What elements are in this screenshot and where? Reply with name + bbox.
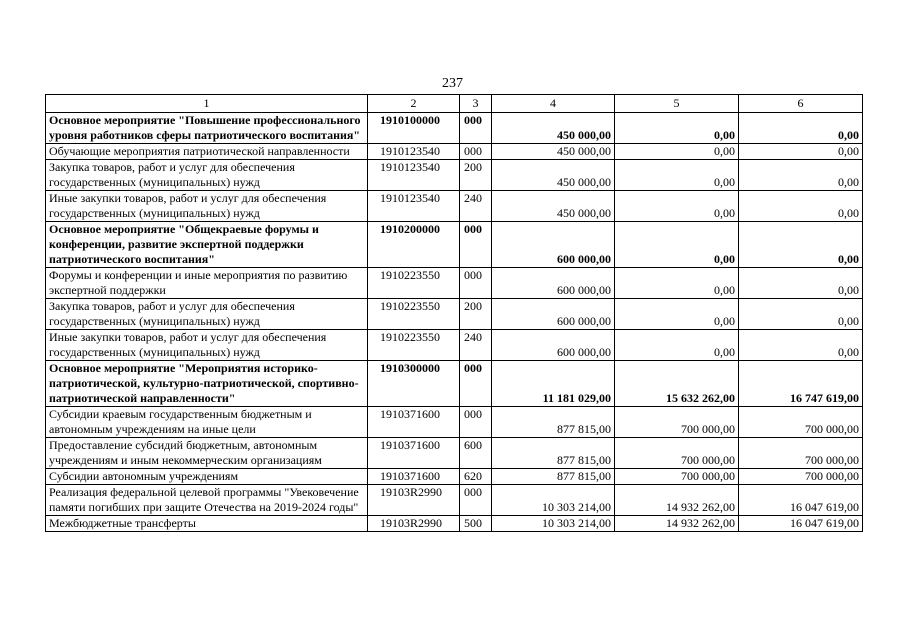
row-type-cell: 200: [460, 160, 492, 191]
row-amount-col4: 450 000,00: [492, 160, 615, 191]
row-amount-col4: 450 000,00: [492, 113, 615, 144]
row-amount-col5: 14 932 262,00: [615, 516, 739, 532]
row-amount-col6: 700 000,00: [739, 438, 863, 469]
row-amount-col5: 0,00: [615, 268, 739, 299]
row-amount-col6: 0,00: [739, 330, 863, 361]
table-row: [46, 268, 863, 299]
row-amount-col6: 16 047 619,00: [739, 516, 863, 532]
row-type-cell: 200: [460, 299, 492, 330]
row-amount-col6: 0,00: [739, 299, 863, 330]
row-name-cell: Основное мероприятие "Общекраевые форумы и конференции, развитие экспертной поддержки патриотического воспитания": [46, 222, 368, 268]
budget-table: [45, 94, 863, 532]
row-code-cell: 1910123540: [368, 160, 460, 191]
row-code-cell: 19103R2990: [368, 485, 460, 516]
table-row: [46, 485, 863, 516]
row-amount-col4: 600 000,00: [492, 222, 615, 268]
row-amount-col5: 700 000,00: [615, 438, 739, 469]
row-type-cell: 000: [460, 222, 492, 268]
row-amount-col4: 10 303 214,00: [492, 485, 615, 516]
row-code-cell: 1910371600: [368, 469, 460, 485]
row-code-cell: 1910123540: [368, 144, 460, 160]
row-code-cell: 19103R2990: [368, 516, 460, 532]
row-code-cell: 1910371600: [368, 438, 460, 469]
row-amount-col6: 0,00: [739, 222, 863, 268]
table-row: [46, 469, 863, 485]
row-amount-col5: 0,00: [615, 330, 739, 361]
row-amount-col5: 0,00: [615, 113, 739, 144]
row-type-cell: 240: [460, 330, 492, 361]
row-code-cell: 1910371600: [368, 407, 460, 438]
row-type-cell: 000: [460, 268, 492, 299]
row-name-cell: Субсидии краевым государственным бюджетным и автономным учреждениям на иные цели: [46, 407, 368, 438]
row-type-cell: 620: [460, 469, 492, 485]
row-amount-col6: 0,00: [739, 160, 863, 191]
row-type-cell: 240: [460, 191, 492, 222]
row-type-cell: 000: [460, 113, 492, 144]
table-header-row: [46, 95, 863, 113]
column-header: 3: [460, 95, 492, 113]
row-name-cell: Закупка товаров, работ и услуг для обеспечения государственных (муниципальных) нужд: [46, 299, 368, 330]
row-amount-col5: 700 000,00: [615, 407, 739, 438]
row-name-cell: Предоставление субсидий бюджетным, автономным учреждениям и иным некоммерческим организациям: [46, 438, 368, 469]
table-row: [46, 191, 863, 222]
table-row: [46, 160, 863, 191]
row-amount-col4: 877 815,00: [492, 469, 615, 485]
row-type-cell: 000: [460, 407, 492, 438]
table-row: [46, 361, 863, 407]
table-row: [46, 516, 863, 532]
row-amount-col5: 15 632 262,00: [615, 361, 739, 407]
table-row: [46, 144, 863, 160]
row-amount-col5: 700 000,00: [615, 469, 739, 485]
row-name-cell: Субсидии автономным учреждениям: [46, 469, 368, 485]
row-name-cell: Реализация федеральной целевой программы "Увековечение памяти погибших при защите Отечества на 2019-2024 годы": [46, 485, 368, 516]
row-name-cell: Основное мероприятие "Повышение профессионального уровня работников сферы патриотического воспитания": [46, 113, 368, 144]
row-amount-col4: 877 815,00: [492, 438, 615, 469]
row-code-cell: 1910200000: [368, 222, 460, 268]
row-amount-col5: 0,00: [615, 299, 739, 330]
row-amount-col4: 600 000,00: [492, 268, 615, 299]
row-type-cell: 600: [460, 438, 492, 469]
row-amount-col4: 11 181 029,00: [492, 361, 615, 407]
row-amount-col6: 700 000,00: [739, 407, 863, 438]
row-amount-col4: 600 000,00: [492, 330, 615, 361]
column-header: 4: [492, 95, 615, 113]
row-amount-col4: 450 000,00: [492, 144, 615, 160]
row-amount-col6: 0,00: [739, 113, 863, 144]
row-name-cell: Основное мероприятие "Мероприятия историко-патриотической, культурно-патриотической, спортивно-патриотической направленности": [46, 361, 368, 407]
row-type-cell: 000: [460, 144, 492, 160]
row-amount-col6: 700 000,00: [739, 469, 863, 485]
table-row: [46, 330, 863, 361]
row-code-cell: 1910223550: [368, 299, 460, 330]
column-header: 6: [739, 95, 863, 113]
row-code-cell: 1910300000: [368, 361, 460, 407]
row-name-cell: Межбюджетные трансферты: [46, 516, 368, 532]
row-name-cell: Закупка товаров, работ и услуг для обеспечения государственных (муниципальных) нужд: [46, 160, 368, 191]
row-code-cell: 1910100000: [368, 113, 460, 144]
row-name-cell: Форумы и конференции и иные мероприятия по развитию экспертной поддержки: [46, 268, 368, 299]
table-row: [46, 113, 863, 144]
row-amount-col6: 16 047 619,00: [739, 485, 863, 516]
table-row: [46, 407, 863, 438]
row-code-cell: 1910223550: [368, 330, 460, 361]
row-amount-col5: 0,00: [615, 222, 739, 268]
table-row: [46, 438, 863, 469]
row-amount-col4: 10 303 214,00: [492, 516, 615, 532]
row-amount-col6: 0,00: [739, 191, 863, 222]
row-amount-col6: 16 747 619,00: [739, 361, 863, 407]
row-type-cell: 500: [460, 516, 492, 532]
page-number: 237: [442, 76, 463, 91]
column-header: 2: [368, 95, 460, 113]
row-amount-col4: 450 000,00: [492, 191, 615, 222]
row-code-cell: 1910223550: [368, 268, 460, 299]
table-row: [46, 299, 863, 330]
row-name-cell: Обучающие мероприятия патриотической направленности: [46, 144, 368, 160]
row-amount-col4: 877 815,00: [492, 407, 615, 438]
row-code-cell: 1910123540: [368, 191, 460, 222]
row-type-cell: 000: [460, 485, 492, 516]
row-name-cell: Иные закупки товаров, работ и услуг для обеспечения государственных (муниципальных) нужд: [46, 191, 368, 222]
row-amount-col4: 600 000,00: [492, 299, 615, 330]
row-name-cell: Иные закупки товаров, работ и услуг для обеспечения государственных (муниципальных) нужд: [46, 330, 368, 361]
row-amount-col5: 0,00: [615, 191, 739, 222]
row-amount-col5: 0,00: [615, 144, 739, 160]
row-amount-col5: 14 932 262,00: [615, 485, 739, 516]
row-type-cell: 000: [460, 361, 492, 407]
table-row: [46, 222, 863, 268]
row-amount-col5: 0,00: [615, 160, 739, 191]
row-amount-col6: 0,00: [739, 268, 863, 299]
column-header: 5: [615, 95, 739, 113]
column-header: 1: [46, 95, 368, 113]
row-amount-col6: 0,00: [739, 144, 863, 160]
